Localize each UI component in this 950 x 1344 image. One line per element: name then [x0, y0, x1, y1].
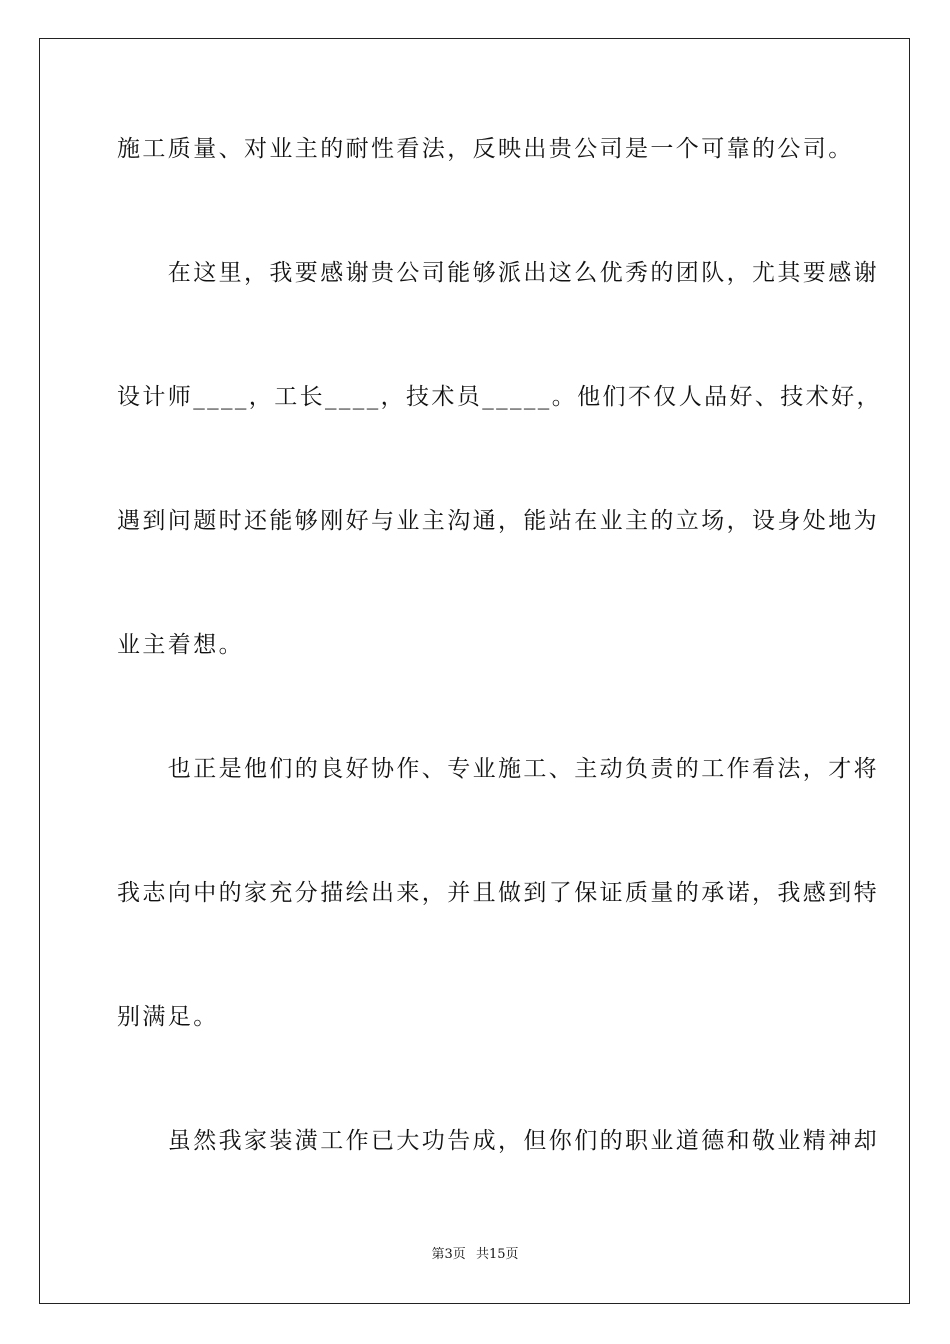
page-border	[39, 38, 910, 1304]
text-line: 遇到问题时还能够刚好与业主沟通，能站在业主的立场，设身处地为	[117, 508, 879, 534]
text-line: 也正是他们的良好协作、专业施工、主动负责的工作看法，才将	[117, 756, 879, 782]
page-total: 共15页	[475, 1247, 519, 1262]
page-number: 第3页	[431, 1247, 466, 1262]
page-footer	[0, 1246, 950, 1264]
text-line: 在这里，我要感谢贵公司能够派出这么优秀的团队，尤其要感谢	[117, 260, 879, 286]
text-line: 虽然我家装潢工作已大功告成，但你们的职业道德和敬业精神却	[117, 1128, 879, 1154]
text-line: 施工质量、对业主的耐性看法，反映出贵公司是一个可靠的公司。	[117, 136, 854, 162]
text-line: 别满足。	[117, 1004, 219, 1030]
text-line: 业主着想。	[117, 632, 244, 658]
text-line: 我志向中的家充分描绘出来，并且做到了保证质量的承诺，我感到特	[117, 880, 879, 906]
text-line: 设计师____，工长____，技术员_____。他们不仅人品好、技术好，	[117, 384, 882, 410]
